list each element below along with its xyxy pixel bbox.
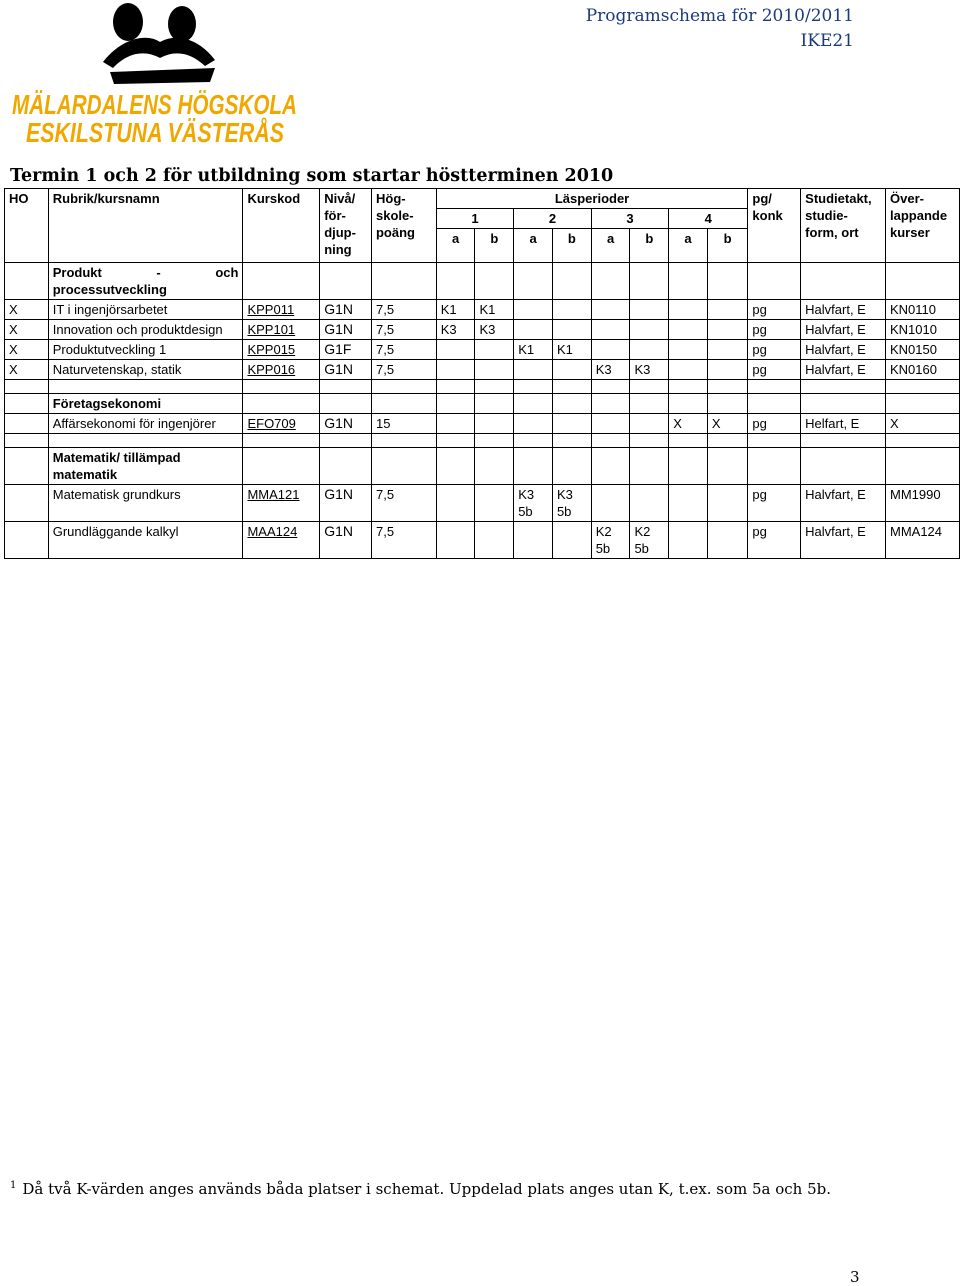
empty-cell xyxy=(748,434,801,448)
empty-cell xyxy=(5,434,49,448)
empty-cell xyxy=(243,448,320,485)
period-cell xyxy=(669,485,708,522)
section-heading-row xyxy=(5,448,960,485)
pg-cell: pg xyxy=(748,340,801,360)
pg-cell: pg xyxy=(748,360,801,380)
overlap-cell: X xyxy=(886,414,960,434)
period-cell: K1 xyxy=(514,340,553,360)
period-cell xyxy=(591,414,630,434)
pg-cell: pg xyxy=(748,485,801,522)
empty-cell xyxy=(669,263,708,300)
overlap-cell: KN0110 xyxy=(886,300,960,320)
studietakt-cell: Halvfart, E xyxy=(801,485,886,522)
period-cell xyxy=(591,300,630,320)
empty-cell xyxy=(886,380,960,394)
period-cell xyxy=(552,522,591,559)
empty-cell xyxy=(48,380,243,394)
empty-cell xyxy=(707,394,748,414)
page-title: Termin 1 och 2 för utbildning som startar höstterminen 2010 xyxy=(10,166,614,186)
course-name: Matematisk grundkurs xyxy=(48,485,243,522)
empty-cell xyxy=(475,434,514,448)
col-rubrik: Rubrik/kursnamn xyxy=(48,189,243,263)
empty-cell xyxy=(48,434,243,448)
empty-cell xyxy=(5,448,49,485)
course-schedule-table xyxy=(4,188,960,559)
studietakt-cell: Halvfart, E xyxy=(801,320,886,340)
empty-cell xyxy=(371,380,436,394)
period-3: 3 xyxy=(591,209,669,229)
period-cell: X xyxy=(707,414,748,434)
empty-cell xyxy=(436,394,475,414)
spacer-row xyxy=(5,434,960,448)
ho-cell: X xyxy=(5,320,49,340)
period-cell xyxy=(707,485,748,522)
period-cell xyxy=(707,360,748,380)
pg-cell: pg xyxy=(748,300,801,320)
empty-cell xyxy=(320,394,372,414)
period-cell xyxy=(436,414,475,434)
empty-cell xyxy=(552,434,591,448)
empty-cell xyxy=(5,380,49,394)
course-credits: 7,5 xyxy=(371,300,436,320)
empty-cell xyxy=(669,448,708,485)
period-cell xyxy=(591,340,630,360)
empty-cell xyxy=(371,263,436,300)
empty-cell xyxy=(243,434,320,448)
course-level: G1N xyxy=(320,414,372,434)
spacer-row xyxy=(5,380,960,394)
period-cell xyxy=(630,414,669,434)
empty-cell xyxy=(243,263,320,300)
period-cell xyxy=(669,522,708,559)
empty-cell xyxy=(320,434,372,448)
period-cell xyxy=(707,340,748,360)
period-cell: X xyxy=(669,414,708,434)
empty-cell xyxy=(475,394,514,414)
logo-line-1: MÄLARDALENS HÖGSKOLA xyxy=(12,89,297,120)
course-row xyxy=(5,360,960,380)
studietakt-cell: Halvfart, E xyxy=(801,522,886,559)
period-cell xyxy=(707,320,748,340)
studietakt-cell: Halvfart, E xyxy=(801,300,886,320)
empty-cell xyxy=(5,394,49,414)
course-code: MMA121 xyxy=(243,485,320,522)
course-level: G1N xyxy=(320,300,372,320)
period-cell xyxy=(514,360,553,380)
empty-cell xyxy=(707,434,748,448)
half-4a: a xyxy=(669,229,708,263)
empty-cell xyxy=(552,380,591,394)
period-cell xyxy=(591,485,630,522)
course-code: EFO709 xyxy=(243,414,320,434)
period-cell: K3 xyxy=(436,320,475,340)
empty-cell xyxy=(630,434,669,448)
course-credits: 7,5 xyxy=(371,340,436,360)
logo-line-2: ESKILSTUNA VÄSTERÅS xyxy=(26,117,285,148)
ho-cell: X xyxy=(5,300,49,320)
period-cell xyxy=(669,360,708,380)
section-heading-row xyxy=(5,263,960,300)
period-cell xyxy=(514,522,553,559)
course-level: G1N xyxy=(320,360,372,380)
empty-cell xyxy=(320,380,372,394)
period-cell: K1 xyxy=(552,340,591,360)
course-row xyxy=(5,300,960,320)
period-cell: K2 5b xyxy=(591,522,630,559)
empty-cell xyxy=(801,434,886,448)
period-cell xyxy=(552,360,591,380)
empty-cell xyxy=(5,263,49,300)
studietakt-cell: Helfart, E xyxy=(801,414,886,434)
half-3b: b xyxy=(630,229,669,263)
course-row xyxy=(5,414,960,434)
course-name: Innovation och produktdesign xyxy=(48,320,243,340)
ho-cell: X xyxy=(5,360,49,380)
footnote-mark: 1 xyxy=(10,1180,17,1191)
empty-cell xyxy=(801,448,886,485)
half-2a: a xyxy=(514,229,553,263)
period-cell xyxy=(475,360,514,380)
course-credits: 7,5 xyxy=(371,485,436,522)
course-code: MAA124 xyxy=(243,522,320,559)
empty-cell xyxy=(748,448,801,485)
course-row xyxy=(5,340,960,360)
period-cell xyxy=(514,300,553,320)
period-cell xyxy=(552,300,591,320)
col-niva: Nivå/ för- djup- ning xyxy=(320,189,372,263)
empty-cell xyxy=(630,448,669,485)
overlap-cell: MMA124 xyxy=(886,522,960,559)
empty-cell xyxy=(630,394,669,414)
half-2b: b xyxy=(552,229,591,263)
period-cell xyxy=(707,300,748,320)
empty-cell xyxy=(748,380,801,394)
period-2: 2 xyxy=(514,209,592,229)
empty-cell xyxy=(371,448,436,485)
empty-cell xyxy=(886,448,960,485)
empty-cell xyxy=(475,263,514,300)
empty-cell xyxy=(886,263,960,300)
course-code: KPP016 xyxy=(243,360,320,380)
empty-cell xyxy=(436,434,475,448)
footnote xyxy=(10,1180,831,1198)
period-cell xyxy=(669,340,708,360)
period-cell xyxy=(436,340,475,360)
period-cell: K1 xyxy=(436,300,475,320)
section-heading: Produkt - och processutveckling xyxy=(48,263,243,300)
empty-cell xyxy=(630,263,669,300)
empty-cell xyxy=(669,380,708,394)
period-cell: K2 5b xyxy=(630,522,669,559)
period-cell xyxy=(436,522,475,559)
empty-cell xyxy=(514,394,553,414)
ho-cell xyxy=(5,414,49,434)
empty-cell xyxy=(801,394,886,414)
overlap-cell: KN0160 xyxy=(886,360,960,380)
half-3a: a xyxy=(591,229,630,263)
section-heading: Företagsekonomi xyxy=(48,394,243,414)
overlap-cell: MM1990 xyxy=(886,485,960,522)
empty-cell xyxy=(514,448,553,485)
course-code: KPP101 xyxy=(243,320,320,340)
course-level: G1N xyxy=(320,522,372,559)
col-kurskod: Kurskod xyxy=(243,189,320,263)
empty-cell xyxy=(243,380,320,394)
empty-cell xyxy=(801,380,886,394)
section-heading-row xyxy=(5,394,960,414)
empty-cell xyxy=(320,263,372,300)
empty-cell xyxy=(748,394,801,414)
header-line-1: Programschema för 2010/2011 xyxy=(585,6,854,26)
empty-cell xyxy=(436,448,475,485)
col-studietakt: Studietakt, studie- form, ort xyxy=(801,189,886,263)
course-level: G1N xyxy=(320,485,372,522)
overlap-cell: KN1010 xyxy=(886,320,960,340)
empty-cell xyxy=(630,380,669,394)
course-code: KPP015 xyxy=(243,340,320,360)
col-hp: Hög- skole- poäng xyxy=(371,189,436,263)
period-cell xyxy=(475,522,514,559)
empty-cell xyxy=(514,380,553,394)
empty-cell xyxy=(475,448,514,485)
period-cell: K3 xyxy=(591,360,630,380)
course-name: Affärsekonomi för ingenjörer xyxy=(48,414,243,434)
section-heading: Matematik/ tillämpad matematik xyxy=(48,448,243,485)
course-row xyxy=(5,320,960,340)
period-cell xyxy=(669,300,708,320)
empty-cell xyxy=(801,263,886,300)
empty-cell xyxy=(552,263,591,300)
empty-cell xyxy=(886,434,960,448)
period-cell xyxy=(552,414,591,434)
logo-mark xyxy=(103,3,215,84)
empty-cell xyxy=(436,380,475,394)
period-cell xyxy=(475,485,514,522)
empty-cell xyxy=(552,394,591,414)
ho-cell: X xyxy=(5,340,49,360)
course-code: KPP011 xyxy=(243,300,320,320)
empty-cell xyxy=(371,394,436,414)
half-1a: a xyxy=(436,229,475,263)
empty-cell xyxy=(591,448,630,485)
period-1: 1 xyxy=(436,209,514,229)
page-number: 3 xyxy=(850,1268,860,1286)
pg-cell: pg xyxy=(748,320,801,340)
period-cell xyxy=(630,485,669,522)
course-name: IT i ingenjörsarbetet xyxy=(48,300,243,320)
period-cell xyxy=(591,320,630,340)
period-cell: K3 xyxy=(630,360,669,380)
empty-cell xyxy=(243,394,320,414)
course-name: Produktutveckling 1 xyxy=(48,340,243,360)
empty-cell xyxy=(591,380,630,394)
period-cell xyxy=(514,414,553,434)
empty-cell xyxy=(707,263,748,300)
empty-cell xyxy=(669,394,708,414)
period-cell xyxy=(475,340,514,360)
course-credits: 7,5 xyxy=(371,360,436,380)
course-credits: 7,5 xyxy=(371,522,436,559)
header-row-1 xyxy=(5,189,960,209)
period-cell xyxy=(436,485,475,522)
ho-cell xyxy=(5,485,49,522)
empty-cell xyxy=(591,263,630,300)
col-overlapp: Över- lappande kurser xyxy=(886,189,960,263)
period-cell xyxy=(475,414,514,434)
course-row xyxy=(5,522,960,559)
period-cell xyxy=(552,320,591,340)
empty-cell xyxy=(748,263,801,300)
period-cell xyxy=(630,320,669,340)
course-credits: 15 xyxy=(371,414,436,434)
empty-cell xyxy=(591,394,630,414)
period-cell xyxy=(669,320,708,340)
empty-cell xyxy=(320,448,372,485)
period-cell xyxy=(630,340,669,360)
empty-cell xyxy=(591,434,630,448)
period-cell: K3 xyxy=(475,320,514,340)
half-4b: b xyxy=(707,229,748,263)
period-cell: K3 5b xyxy=(514,485,553,522)
period-cell: K3 5b xyxy=(552,485,591,522)
empty-cell xyxy=(669,434,708,448)
period-cell xyxy=(436,360,475,380)
period-4: 4 xyxy=(669,209,748,229)
course-level: G1F xyxy=(320,340,372,360)
university-logo xyxy=(10,2,300,147)
period-cell xyxy=(630,300,669,320)
col-pg: pg/ konk xyxy=(748,189,801,263)
pg-cell: pg xyxy=(748,522,801,559)
period-cell xyxy=(707,522,748,559)
col-ho: HO xyxy=(5,189,49,263)
empty-cell xyxy=(371,434,436,448)
empty-cell xyxy=(475,380,514,394)
course-name: Grundläggande kalkyl xyxy=(48,522,243,559)
empty-cell xyxy=(707,380,748,394)
course-name: Naturvetenskap, statik xyxy=(48,360,243,380)
empty-cell xyxy=(514,263,553,300)
course-level: G1N xyxy=(320,320,372,340)
overlap-cell: KN0150 xyxy=(886,340,960,360)
course-row xyxy=(5,485,960,522)
studietakt-cell: Halvfart, E xyxy=(801,360,886,380)
empty-cell xyxy=(436,263,475,300)
empty-cell xyxy=(552,448,591,485)
period-cell: K1 xyxy=(475,300,514,320)
footnote-text: Då två K-värden anges används båda platser i schemat. Uppdelad plats anges utan K, t.ex. som 5a och 5b. xyxy=(22,1180,832,1198)
col-lasperioder: Läsperioder xyxy=(436,189,748,209)
empty-cell xyxy=(514,434,553,448)
empty-cell xyxy=(707,448,748,485)
empty-cell xyxy=(886,394,960,414)
studietakt-cell: Halvfart, E xyxy=(801,340,886,360)
pg-cell: pg xyxy=(748,414,801,434)
course-credits: 7,5 xyxy=(371,320,436,340)
half-1b: b xyxy=(475,229,514,263)
header-line-2: IKE21 xyxy=(800,31,854,51)
period-cell xyxy=(514,320,553,340)
document-header xyxy=(586,4,854,54)
ho-cell xyxy=(5,522,49,559)
